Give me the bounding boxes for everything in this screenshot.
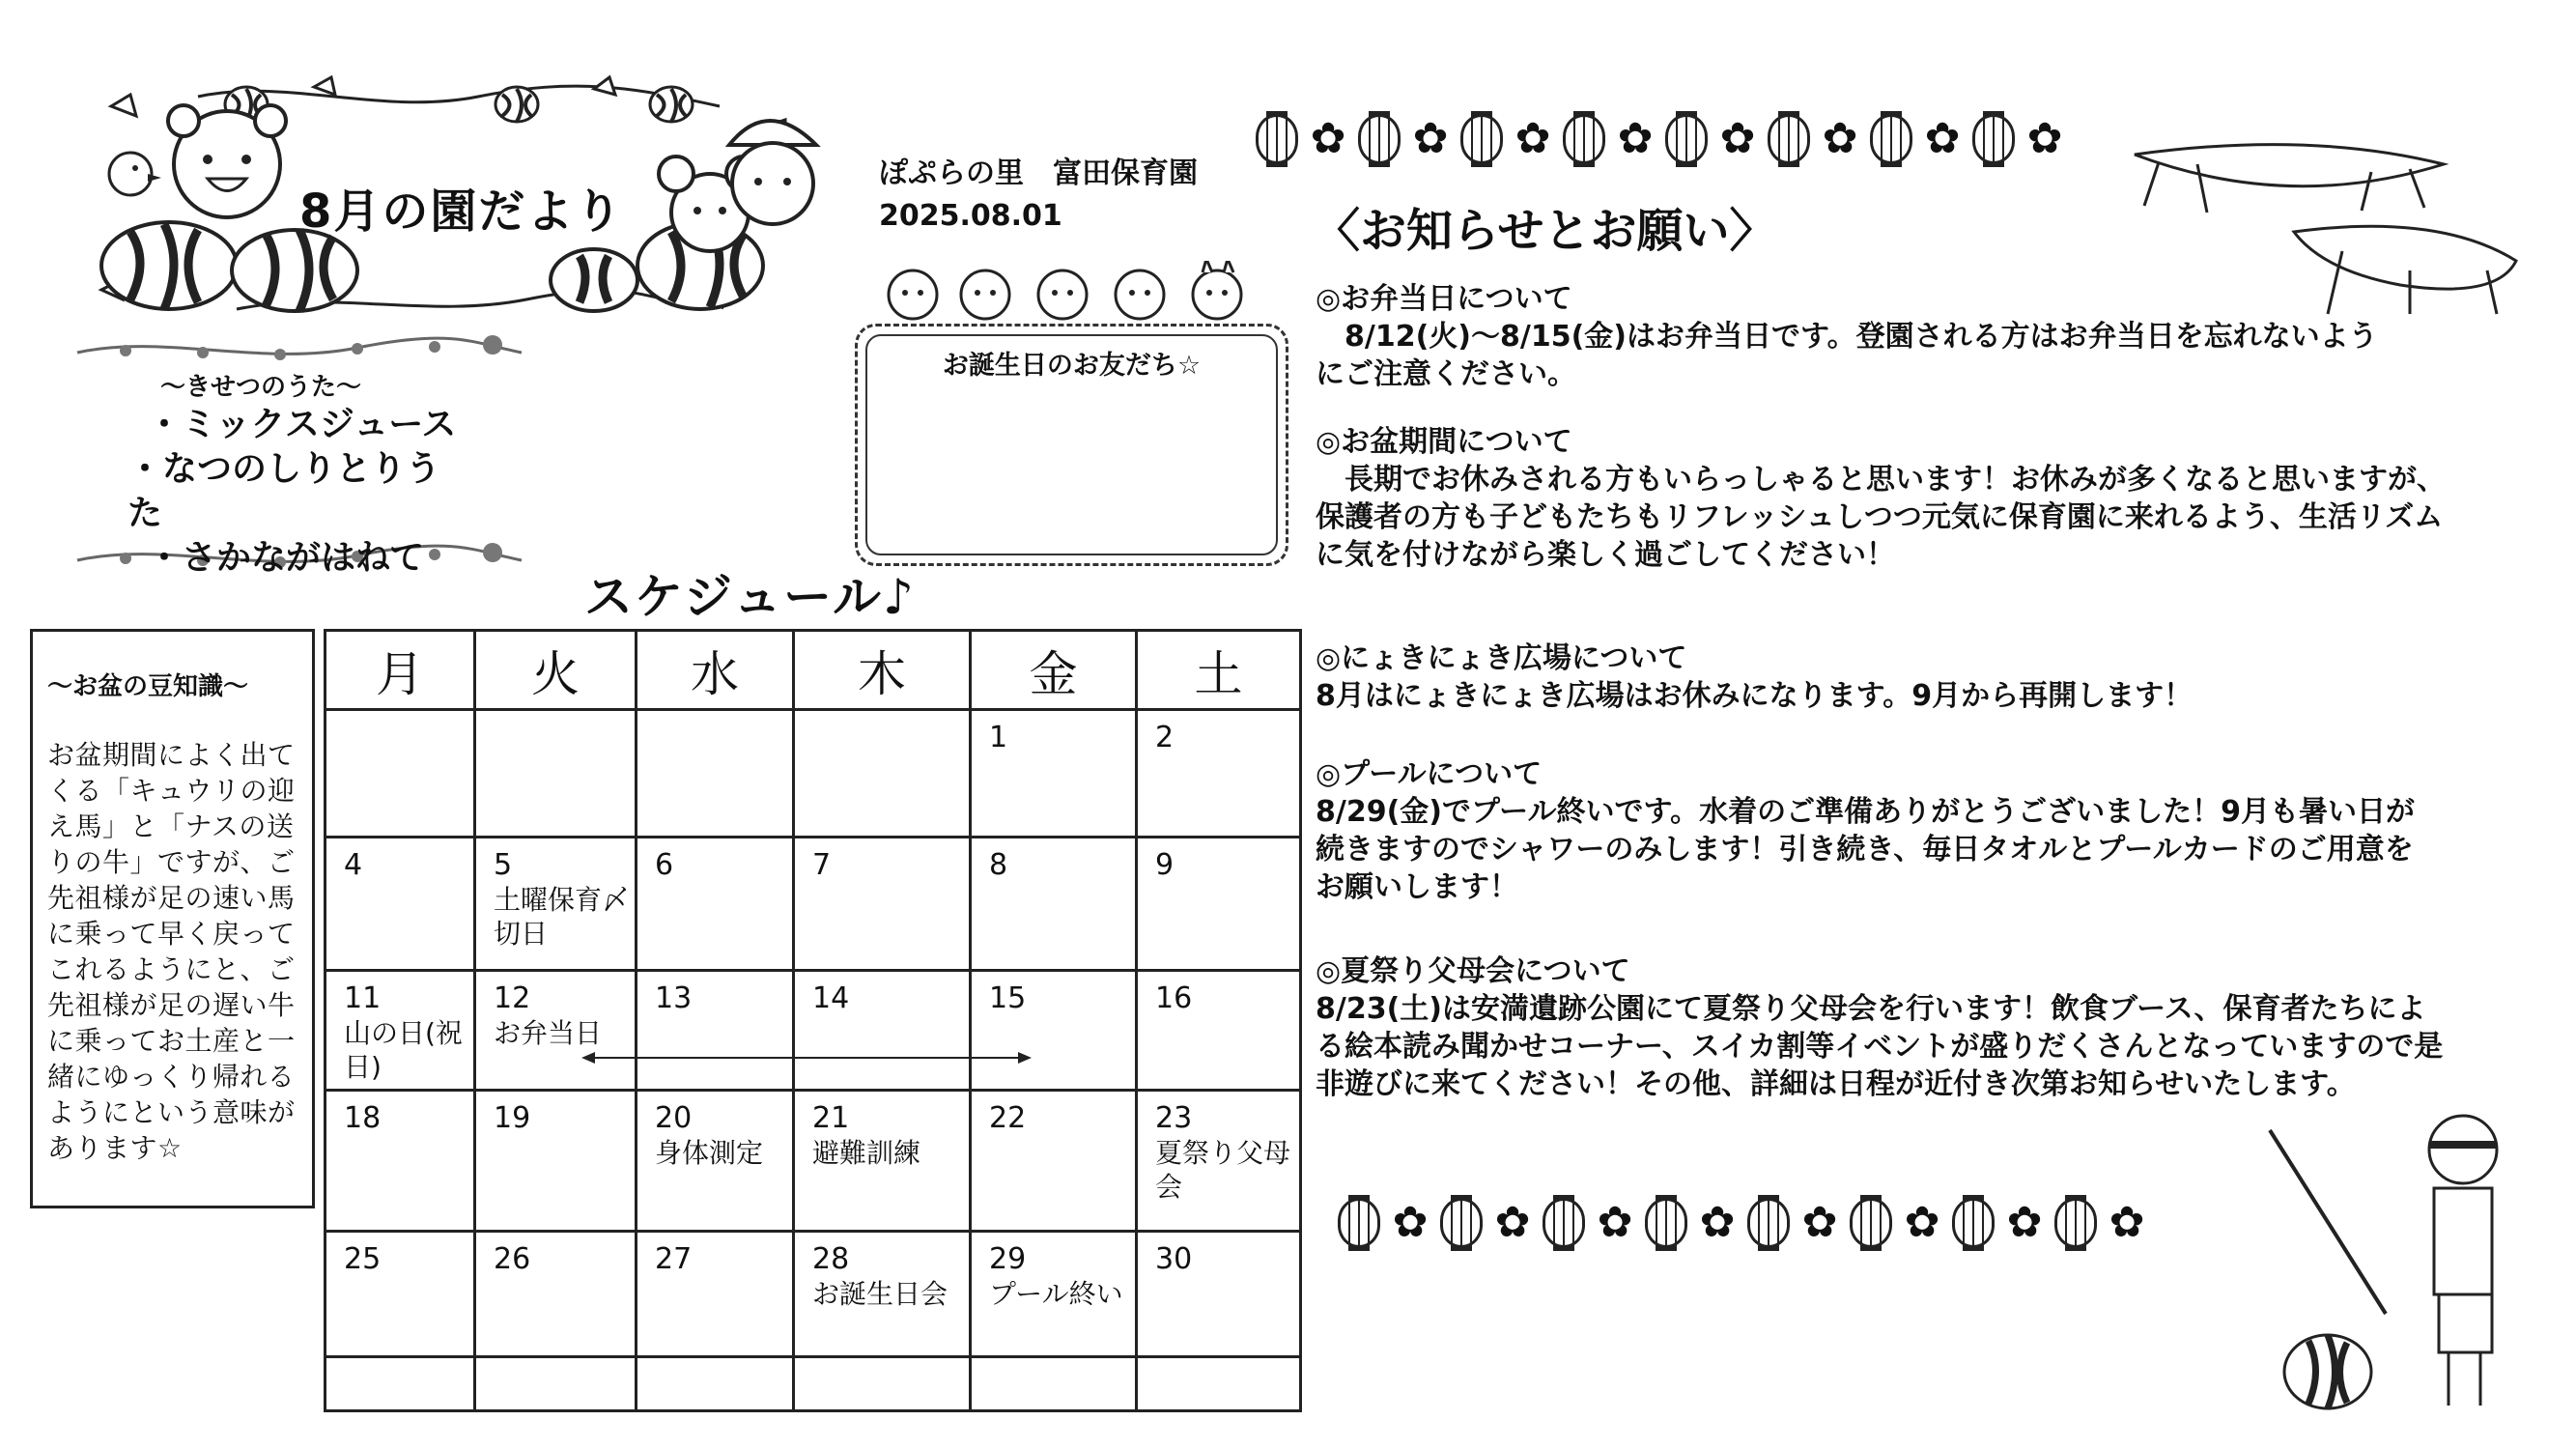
flower-icon: ✿ — [2109, 1198, 2145, 1247]
day-event: 身体測定 — [655, 1137, 764, 1169]
animal-row-decoration — [874, 261, 1280, 324]
notice-body: 8/29(金)でプール終いです。水着のご準備ありがとうございました！9月も暑い日が続きますのでシャワーのみします！引き続き、毎日タオルとプールカードのご用意をお願いします！ — [1316, 795, 2415, 904]
calendar-day-cell — [794, 1357, 971, 1411]
flower-icon: ✿ — [1494, 1198, 1531, 1247]
calendar-day-cell — [637, 1357, 794, 1411]
day-number: 19 — [494, 1101, 531, 1135]
day-number: 6 — [655, 848, 674, 882]
lantern-icon — [1460, 114, 1503, 164]
day-number: 1 — [989, 721, 1008, 754]
day-number: 5 — [494, 848, 513, 882]
day-number: 14 — [812, 981, 850, 1015]
day-event: 土曜保育〆切日 — [494, 884, 630, 950]
notice-title: ◎お盆期間について — [1316, 425, 1572, 459]
lantern-icon — [1768, 114, 1810, 164]
lantern-row-top — [1256, 114, 2067, 164]
obon-trivia-text: お盆期間によく出てくる「キュウリの迎え馬」と「ナスの送りの牛」ですが、ご先祖様が足の速い馬に乗って早く戻ってこれるようにと、ご先祖様が足の遅い牛に乗ってお土産と一緒にゆっくり帰れるようにという意味があります☆ — [47, 739, 296, 1164]
day-event: 山の日(祝日) — [344, 1017, 463, 1083]
flower-icon: ✿ — [1904, 1198, 1940, 1247]
day-number: 30 — [1155, 1242, 1193, 1276]
day-number: 4 — [344, 848, 363, 882]
day-number: 25 — [344, 1242, 382, 1276]
calendar-day-cell — [326, 1091, 475, 1232]
flower-icon: ✿ — [1699, 1198, 1736, 1247]
calendar-day-cell — [971, 1091, 1137, 1232]
season-songs-heading: 〜きせつのうた〜 — [159, 373, 361, 402]
calendar-day-cell — [971, 838, 1137, 971]
calendar-day-cell — [971, 710, 1137, 838]
flower-icon: ✿ — [1392, 1198, 1429, 1247]
lantern-icon — [1563, 114, 1605, 164]
calendar-day-cell — [637, 1091, 794, 1232]
lantern-icon — [1543, 1198, 1585, 1248]
flower-icon: ✿ — [1719, 114, 1756, 163]
notice-title: ◎夏祭り父母会について — [1316, 954, 1630, 988]
flower-icon: ✿ — [1412, 114, 1449, 163]
calendar-week-row — [326, 971, 1301, 1091]
song-item: ・ミックスジュース — [147, 405, 457, 444]
calendar-week-row — [326, 1357, 1301, 1411]
birthday-box — [855, 324, 1288, 566]
flower-icon: ✿ — [2026, 114, 2063, 163]
lantern-icon — [1665, 114, 1708, 164]
day-number: 12 — [494, 981, 531, 1015]
calendar-day-cell — [326, 838, 475, 971]
day-number: 28 — [812, 1242, 850, 1276]
calendar-day-cell — [326, 971, 475, 1091]
flower-icon: ✿ — [2006, 1198, 2043, 1247]
music-notes-decoration-top — [68, 324, 531, 372]
lantern-icon — [1645, 1198, 1687, 1248]
day-number: 20 — [655, 1101, 693, 1135]
day-number: 18 — [344, 1101, 382, 1135]
weekday-header: 金 — [971, 631, 1137, 710]
calendar-week-row — [326, 838, 1301, 971]
notice-nyoki — [1316, 639, 2465, 715]
calendar-day-cell — [475, 1091, 637, 1232]
calendar-week-row — [326, 1091, 1301, 1232]
calendar-day-cell — [637, 971, 794, 1091]
weekday-header: 火 — [475, 631, 637, 710]
weekday-header: 土 — [1137, 631, 1301, 710]
notice-title: ◎お弁当日について — [1316, 282, 1572, 316]
calendar-day-cell — [1137, 1357, 1301, 1411]
issue-date: 2025.08.01 — [879, 199, 1062, 233]
day-number: 11 — [344, 981, 382, 1015]
day-number: 8 — [989, 848, 1008, 882]
day-number: 22 — [989, 1101, 1027, 1135]
calendar-day-cell — [971, 1232, 1137, 1357]
notice-heading: 〈お知らせとお願い〉 — [1314, 204, 1776, 258]
calendar-day-cell — [794, 1232, 971, 1357]
calendar-day-cell — [326, 1232, 475, 1357]
day-event: プール終い — [989, 1278, 1123, 1310]
header-org — [879, 153, 1198, 238]
flower-icon: ✿ — [1310, 114, 1346, 163]
calendar-day-cell — [475, 710, 637, 838]
song-item: ・さかながはねて — [147, 538, 425, 578]
boy-watermelon-decoration — [2260, 1101, 2550, 1420]
lantern-icon — [1338, 1198, 1380, 1248]
newsletter-title: 8月の園だより — [299, 185, 624, 239]
day-number: 16 — [1155, 981, 1193, 1015]
org-name: ぽぷらの里 富田保育園 — [879, 156, 1198, 190]
calendar-day-cell — [637, 710, 794, 838]
calendar-day-cell — [475, 971, 637, 1091]
song-item: ・なつのしりとりうた — [127, 449, 441, 533]
calendar-day-cell — [1137, 838, 1301, 971]
calendar-day-cell — [637, 838, 794, 971]
day-number: 2 — [1155, 721, 1175, 754]
lantern-icon — [1952, 1198, 1995, 1248]
lantern-icon — [2054, 1198, 2097, 1248]
calendar-day-cell — [475, 1232, 637, 1357]
notice-title: ◎にょきにょき広場について — [1316, 641, 1687, 675]
calendar-week-row — [326, 1232, 1301, 1357]
calendar-day-cell — [1137, 710, 1301, 838]
weekday-header: 水 — [637, 631, 794, 710]
notice-bento — [1316, 280, 2465, 393]
obon-trivia-box — [30, 629, 315, 1208]
calendar-day-cell — [794, 1091, 971, 1232]
flower-icon: ✿ — [1924, 114, 1961, 163]
flower-icon: ✿ — [1801, 1198, 1838, 1247]
day-number: 13 — [655, 981, 693, 1015]
season-songs — [106, 367, 473, 581]
schedule-calendar — [324, 629, 1302, 1412]
lantern-icon — [1440, 1198, 1483, 1248]
notice-body: 8/23(土)は安満遺跡公園にて夏祭り父母会を行います！飲食ブース、保育者たちによる絵本読み聞かせコーナー、スイカ割等イベントが盛りだくさんとなっていますので是非遊びに来てください！その他、詳細は日程が近付き次第お知らせいたします。 — [1316, 992, 2444, 1101]
calendar-day-cell — [1137, 1091, 1301, 1232]
weekday-header: 木 — [794, 631, 971, 710]
lantern-row-bottom — [1338, 1198, 2149, 1248]
calendar-day-cell — [637, 1232, 794, 1357]
schedule-heading: スケジュール♪ — [584, 569, 916, 625]
notice-body: 8月はにょきにょき広場はお休みになります。9月から再開します！ — [1316, 679, 2194, 713]
notice-body: 8/12(火)〜8/15(金)はお弁当日です。登園される方はお弁当日を忘れないようにご注意ください。 — [1316, 320, 2378, 391]
day-number: 23 — [1155, 1101, 1193, 1135]
calendar-day-cell — [475, 1357, 637, 1411]
notice-title: ◎プールについて — [1316, 757, 1543, 791]
lantern-icon — [1850, 1198, 1892, 1248]
day-number: 26 — [494, 1242, 531, 1276]
day-event: お誕生日会 — [812, 1278, 948, 1310]
notice-natsumatsuri — [1316, 952, 2465, 1103]
notice-pool — [1316, 755, 2465, 906]
notice-body: 長期でお休みされる方もいらっしゃると思います！お休みが多くなると思いますが、保護者の方も子どもたちもリフレッシュしつつ元気に保育園に来れるよう、生活リズムに気を付けながら楽しく過ごしてください！ — [1316, 463, 2446, 572]
rabbit-icon — [729, 121, 816, 224]
lantern-icon — [1870, 114, 1912, 164]
flower-icon: ✿ — [1597, 1198, 1633, 1247]
lantern-icon — [1972, 114, 2015, 164]
flower-icon: ✿ — [1514, 114, 1551, 163]
calendar-week-row — [326, 710, 1301, 838]
day-number: 21 — [812, 1101, 850, 1135]
notice-obon — [1316, 423, 2465, 574]
lantern-icon — [1358, 114, 1401, 164]
calendar-day-cell — [1137, 1232, 1301, 1357]
lantern-icon — [1256, 114, 1298, 164]
obon-trivia-title: 〜お盆の豆知識〜 — [47, 672, 249, 701]
birthday-title: お誕生日のお友だち☆ — [942, 351, 1202, 381]
calendar-day-cell — [475, 838, 637, 971]
chick-icon — [109, 153, 161, 195]
calendar-day-cell — [326, 710, 475, 838]
calendar-day-cell — [1137, 971, 1301, 1091]
weekday-header: 月 — [326, 631, 475, 710]
day-number: 27 — [655, 1242, 693, 1276]
day-event: 避難訓練 — [812, 1137, 921, 1169]
obento-period-arrow — [580, 1048, 1033, 1067]
flower-icon: ✿ — [1617, 114, 1654, 163]
bear-icon — [168, 105, 286, 217]
flower-icon: ✿ — [1822, 114, 1858, 163]
day-number: 7 — [812, 848, 832, 882]
day-number: 9 — [1155, 848, 1175, 882]
day-number: 15 — [989, 981, 1027, 1015]
day-event: 夏祭り父母会 — [1155, 1137, 1291, 1203]
calendar-day-cell — [326, 1357, 475, 1411]
calendar-day-cell — [794, 710, 971, 838]
lantern-icon — [1747, 1198, 1790, 1248]
day-event: お弁当日 — [494, 1017, 603, 1049]
calendar-day-cell — [794, 971, 971, 1091]
calendar-day-cell — [971, 1357, 1137, 1411]
calendar-day-cell — [794, 838, 971, 971]
calendar-day-cell — [971, 971, 1137, 1091]
day-number: 29 — [989, 1242, 1027, 1276]
